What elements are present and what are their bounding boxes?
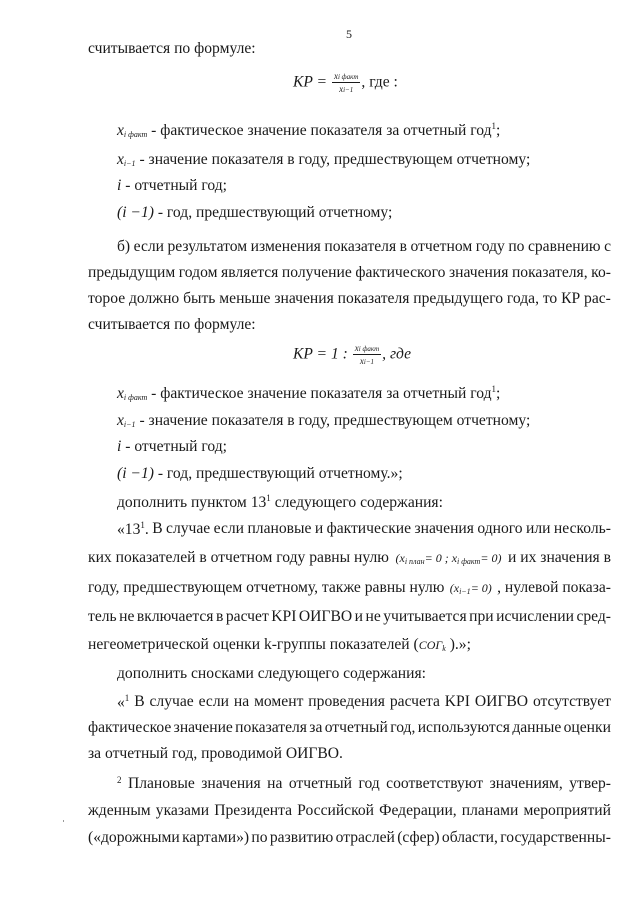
footnote-2-line-3: («дорожными картами») по развитию отраслей (сфер) области, государственны- [88, 829, 611, 846]
paragraph-b-line-1: б) если результатом изменения показателя в отчетном году по сравнению с [117, 238, 611, 255]
footnote-2-line-1: 2 Плановые значения на отчетный год соответствуют значениям, утвер- [117, 775, 611, 792]
paragraph-13-1-line-5: негеометрической оценки k-группы показателей (СОГk ).»; [88, 636, 471, 653]
paragraph-b-line-2: предыдущим годом является получение фактического значения показателя, ко- [88, 264, 611, 281]
footnote-1-line-3: за отчетный год, проводимой ОИГВО. [88, 745, 343, 762]
paragraph-13-1-line-1: «$13^1$. В случае если плановые и фактические значения одного или несколь- [117, 520, 611, 538]
definition-line: xi−1 - значение показателя в году, предшествующем отчетному; [117, 412, 531, 429]
definition-line: xi факт - фактическое значение показателя за отчетный год$^1$; [117, 121, 501, 139]
definition-line: (i −1) - год, предшествующий отчетному; [117, 204, 393, 221]
text-line: считывается по формуле: [88, 316, 256, 333]
page-number: 5 [346, 27, 352, 41]
paragraph-13-1-line-4: тель не включается в расчет KPI ОИГВО и не учитывается при исчислении сред- [88, 608, 611, 625]
scan-speck [63, 820, 64, 822]
paragraph-13-1-line-2: ких показателей в отчетном году равны нулю (xi план= 0 ; xi факт= 0) и их значения в [88, 549, 611, 566]
text-line: считывается по формуле: [88, 40, 256, 57]
paragraph-b-line-3: торое должно быть меньше значения показателя предыдущего года, то КР рас- [88, 290, 611, 307]
footnote-1-line-1: «$^1$ В случае если на момент проведения расчета KPI ОИГВО отсутствует [117, 693, 611, 711]
definition-line: i - отчетный год; [117, 438, 228, 455]
text-line: дополнить пунктом $13^1$ следующего содержания: [117, 493, 443, 511]
footnote-1-line-2: фактическое значение показателя за отчетный год, используются данные оценки [88, 719, 611, 736]
formula-kp-2: KP = 1 : xi факт xi−1 , где [293, 343, 412, 366]
paragraph-13-1-line-3: году, предшествующем отчетному, также равны нулю (xi−1= 0) , нулевой показа- [88, 579, 611, 596]
definition-line: i - отчетный год; [117, 177, 228, 194]
footnote-2-line-2: жденным указами Президента Российской Федерации, планами мероприятий [88, 802, 611, 819]
formula-kp-1: KP = xi факт xi−1 , где : [293, 71, 398, 94]
text-line: дополнить сносками следующего содержания: [117, 665, 426, 682]
definition-line: xi факт - фактическое значение показателя за отчетный год$^1$; [117, 384, 501, 402]
definition-line: (i −1) - год, предшествующий отчетному.»; [117, 465, 403, 482]
definition-line: xi−1 - значение показателя в году, предшествующем отчетному; [117, 151, 531, 168]
